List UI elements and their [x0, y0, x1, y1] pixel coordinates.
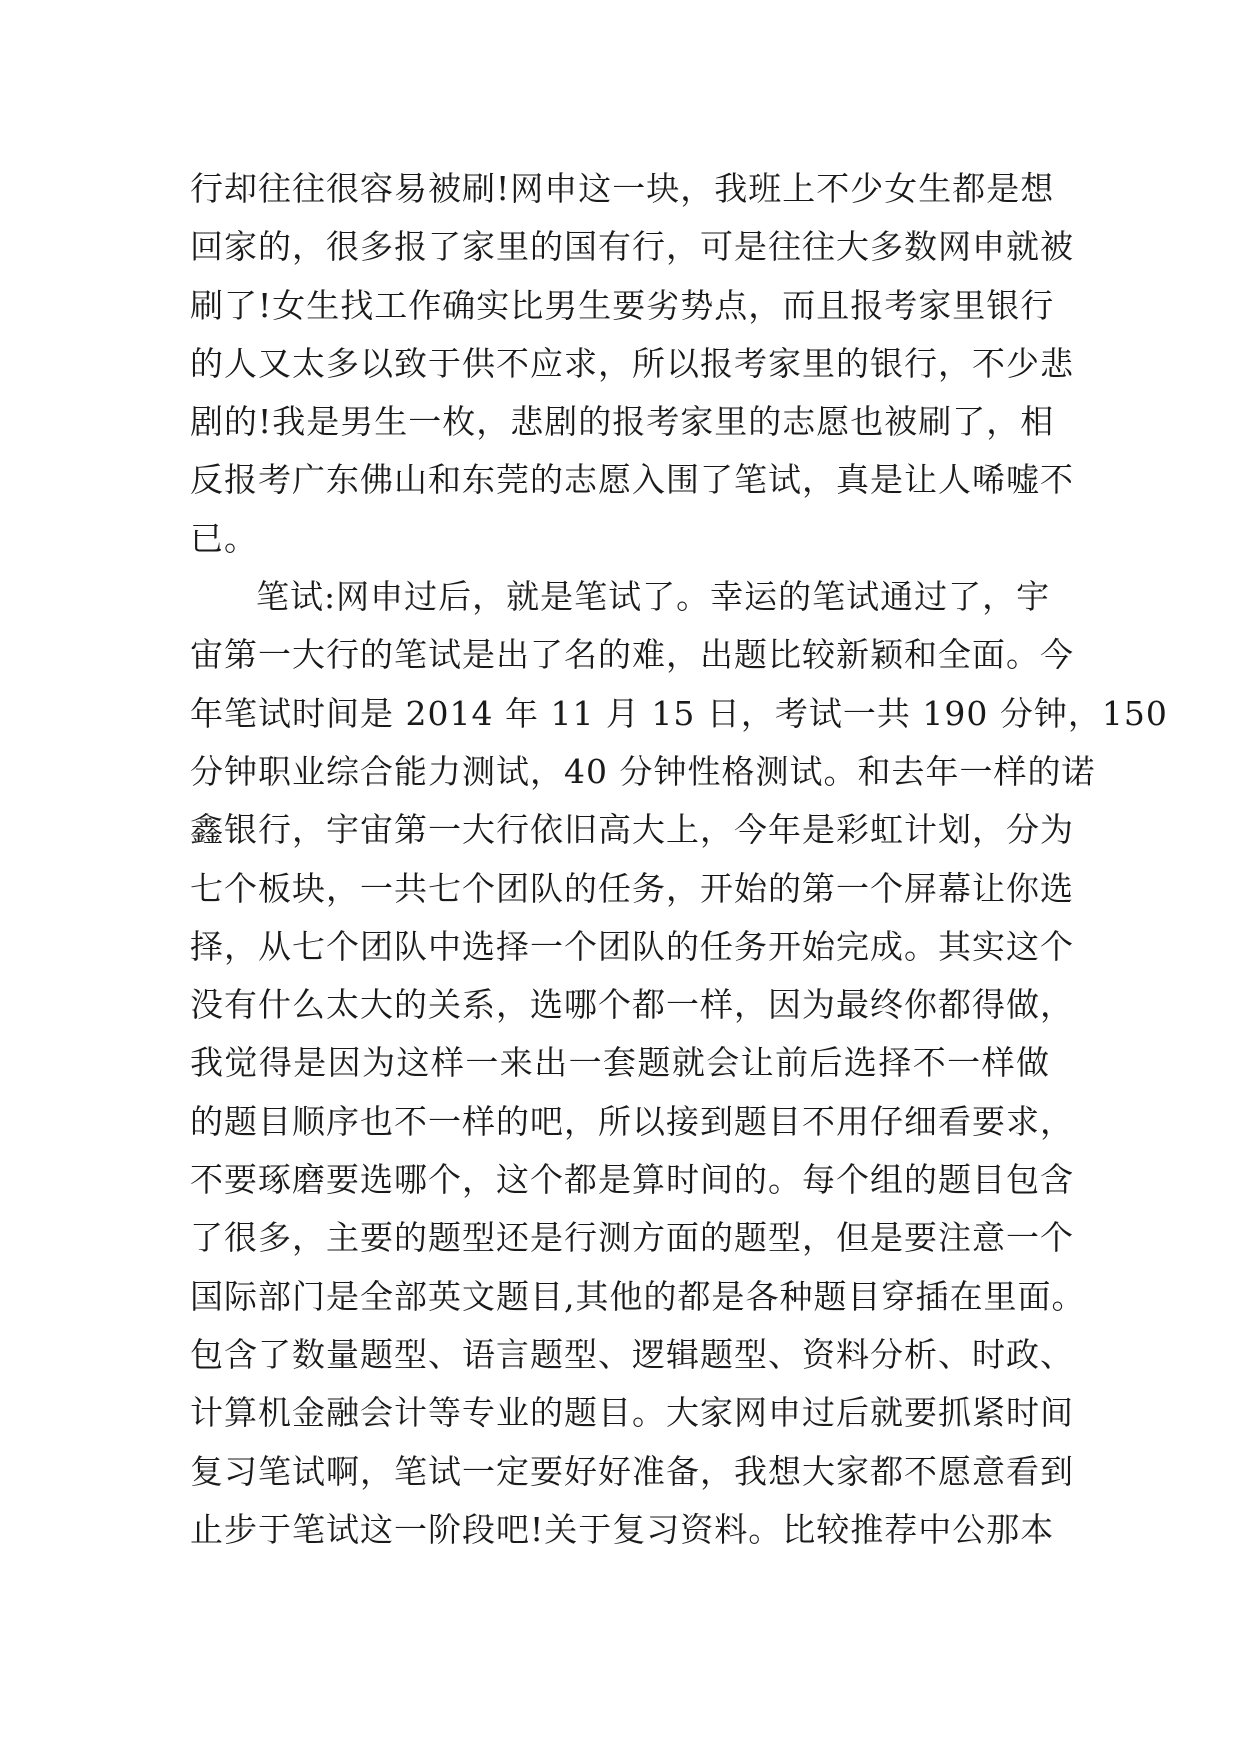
paragraph-1-line-2: 回家的，很多报了家里的国有行，可是往往大多数网申就被 [190, 227, 1074, 267]
paragraph-1-line-5: 剧的!我是男生一枚，悲剧的报考家里的志愿也被刷了，相 [190, 402, 1055, 442]
paragraph-2-line-9: 我觉得是因为这样一来出一套题就会让前后选择不一样做 [190, 1043, 1050, 1083]
paragraph-2-line-12: 了很多，主要的题型还是行测方面的题型，但是要注意一个 [190, 1218, 1074, 1258]
paragraph-2-line-13: 国际部门是全部英文题目,其他的都是各种题目穿插在里面。 [190, 1276, 1086, 1316]
paragraph-1-line-7: 已。 [190, 518, 258, 558]
paragraph-2-line-7: 择，从七个团队中选择一个团队的任务开始完成。其实这个 [190, 926, 1074, 966]
paragraph-2-line-8: 没有什么太大的关系，选哪个都一样，因为最终你都得做， [190, 985, 1074, 1025]
paragraph-2-line-2: 宙第一大行的笔试是出了名的难，出题比较新颖和全面。今 [190, 635, 1074, 675]
paragraph-2-line-11: 不要琢磨要选哪个，这个都是算时间的。每个组的题目包含 [190, 1160, 1074, 1200]
paragraph-2-line-6: 七个板块，一共七个团队的任务，开始的第一个屏幕让你选 [190, 868, 1074, 908]
document-body [190, 160, 1168, 1559]
paragraph-1-line-4: 的人又太多以致于供不应求，所以报考家里的银行，不少悲 [190, 343, 1074, 383]
paragraph-2-line-3: 年笔试时间是 2014 年 11 月 15 日，考试一共 190 分钟，150 [190, 693, 1168, 733]
paragraph-2-line-10: 的题目顺序也不一样的吧，所以接到题目不用仔细看要求， [190, 1101, 1074, 1141]
paragraph-2-line-4: 分钟职业综合能力测试，40 分钟性格测试。和去年一样的诺 [190, 751, 1096, 791]
paragraph-2-line-15: 计算机金融会计等专业的题目。大家网申过后就要抓紧时间 [190, 1393, 1074, 1433]
paragraph-2-line-5: 鑫银行，宇宙第一大行依旧高大上，今年是彩虹计划，分为 [190, 810, 1074, 850]
paragraph-1-line-3: 刷了!女生找工作确实比男生要劣势点，而且报考家里银行 [190, 285, 1055, 325]
paragraph-2-line-17: 止步于笔试这一阶段吧!关于复习资料。比较推荐中公那本 [190, 1509, 1055, 1549]
paragraph-2-line-14: 包含了数量题型、语言题型、逻辑题型、资料分析、时政、 [190, 1334, 1074, 1374]
paragraph-2-line-1: 笔试:网申过后，就是笔试了。幸运的笔试通过了，宇 [256, 577, 1051, 617]
paragraph-1-line-6: 反报考广东佛山和东莞的志愿入围了笔试，真是让人唏嘘不 [190, 460, 1074, 500]
paragraph-2-line-16: 复习笔试啊，笔试一定要好好准备，我想大家都不愿意看到 [190, 1451, 1074, 1491]
paragraph-1-line-1: 行却往往很容易被刷!网申这一块，我班上不少女生都是想 [190, 169, 1055, 208]
